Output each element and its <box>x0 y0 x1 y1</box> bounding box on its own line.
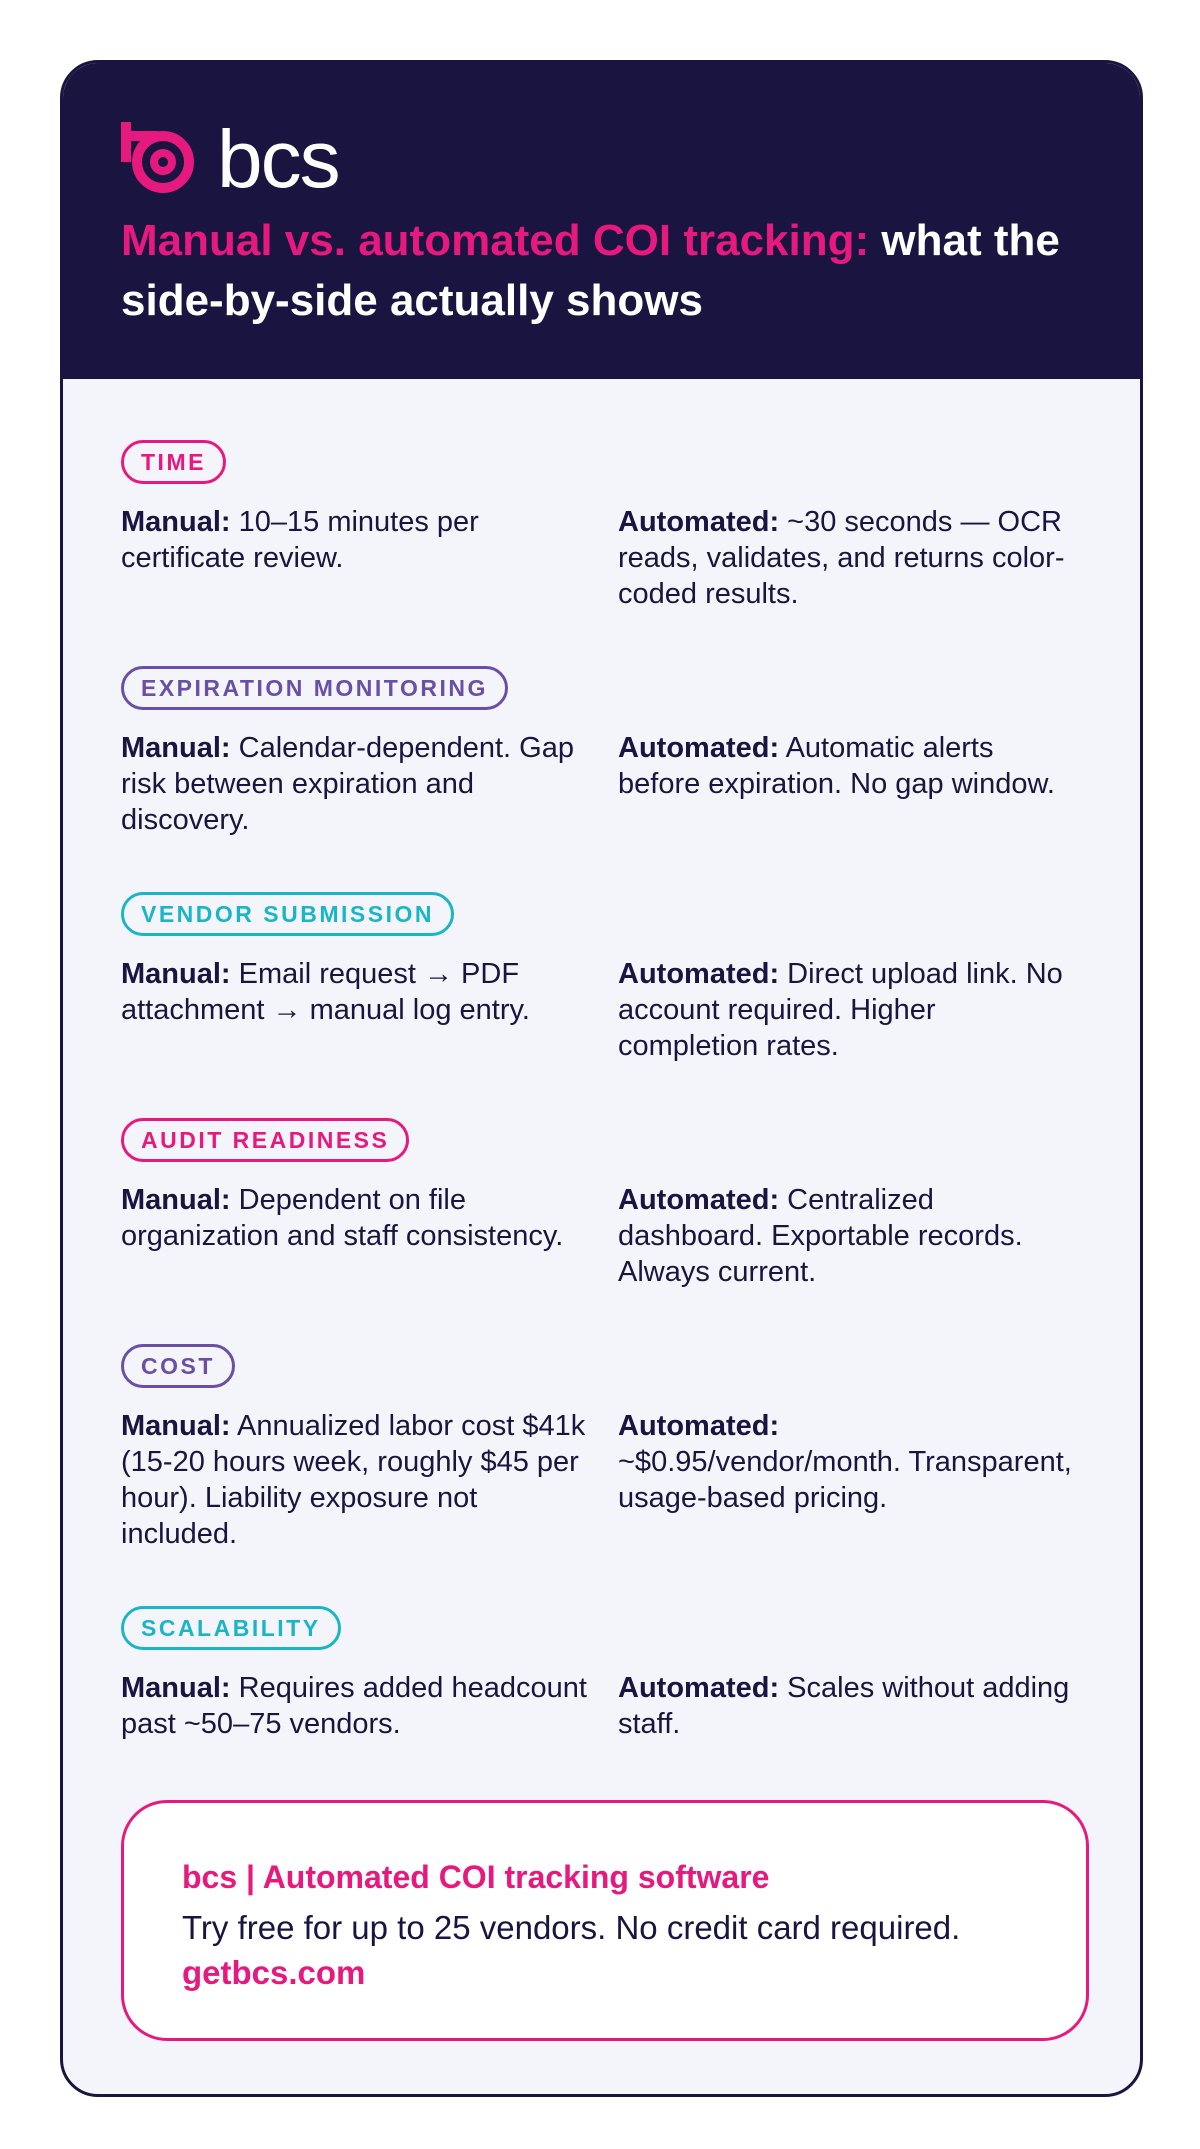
header <box>63 63 1140 379</box>
manual-description <box>121 730 591 838</box>
cta-title: bcs | Automated COI tracking software <box>182 1859 770 1895</box>
automated-description <box>618 956 1081 1064</box>
manual-description <box>121 956 591 1028</box>
automated-text: Centralized dashboard. Exportable records. Always current. <box>618 1184 1023 1288</box>
tag-scalability: SCALABILITY <box>121 1606 341 1650</box>
manual-label: Manual: <box>121 506 231 538</box>
manual-text: Calendar-dependent. Gap risk between expiration and discovery. <box>121 732 574 836</box>
infographic-card <box>60 60 1143 2097</box>
manual-text: Annualized labor cost $41k (15-20 hours week, roughly $45 per hour). Liability exposure not included. <box>121 1410 586 1550</box>
automated-description <box>618 730 1081 802</box>
automated-text: Automatic alerts before expiration. No gap window. <box>618 732 1055 800</box>
automated-description <box>618 504 1081 612</box>
tag-cost: COST <box>121 1344 235 1388</box>
brand-name: bcs <box>217 114 339 205</box>
tag-vendor-submission: VENDOR SUBMISSION <box>121 892 454 936</box>
automated-text: ~$0.95/vendor/month. Transparent, usage-based pricing. <box>618 1446 1072 1514</box>
tag-expiration-monitoring: EXPIRATION MONITORING <box>121 666 508 710</box>
cta-box <box>121 1800 1089 2041</box>
manual-description <box>121 1408 591 1552</box>
section-scalability <box>121 1606 1081 1740</box>
manual-text: Requires added headcount past ~50–75 vendors. <box>121 1672 587 1740</box>
automated-description <box>618 1408 1081 1516</box>
page-title <box>121 211 1081 331</box>
manual-label: Manual: <box>121 1672 231 1704</box>
automated-label: Automated: <box>618 732 780 764</box>
cta-body <box>182 1905 1042 1995</box>
cta-text: Try free for up to 25 vendors. No credit card required. <box>182 1909 961 1946</box>
manual-description <box>121 1670 591 1742</box>
manual-description <box>121 1182 591 1254</box>
tag-audit-readiness: AUDIT READINESS <box>121 1118 409 1162</box>
automated-label: Automated: <box>618 1410 780 1442</box>
manual-label: Manual: <box>121 1184 231 1216</box>
manual-text: Dependent on file organization and staff consistency. <box>121 1184 564 1252</box>
page-title-accent: Manual vs. automated COI tracking: <box>121 216 870 265</box>
manual-text: Email request → PDF attachment → manual log entry. <box>121 958 530 1026</box>
automated-text: Scales without adding staff. <box>618 1672 1070 1740</box>
manual-label: Manual: <box>121 958 231 990</box>
cta-link[interactable]: getbcs.com <box>182 1954 366 1991</box>
tag-time: TIME <box>121 440 226 484</box>
section-cost <box>121 1344 1081 1550</box>
page-title-rest: what the side-by-side actually shows <box>121 216 1060 325</box>
automated-description <box>618 1182 1081 1290</box>
automated-label: Automated: <box>618 506 780 538</box>
automated-description <box>618 1670 1081 1742</box>
manual-label: Manual: <box>121 732 231 764</box>
section-audit-readiness <box>121 1118 1081 1288</box>
section-time <box>121 440 1081 610</box>
automated-label: Automated: <box>618 1184 780 1216</box>
section-expiration-monitoring <box>121 666 1081 836</box>
bcs-b-mark-icon <box>121 122 197 198</box>
section-vendor-submission <box>121 892 1081 1062</box>
manual-label: Manual: <box>121 1410 231 1442</box>
brand-logo <box>121 114 339 205</box>
manual-description <box>121 504 591 576</box>
automated-text: ~30 seconds — OCR reads, validates, and returns color-coded results. <box>618 506 1065 610</box>
automated-label: Automated: <box>618 958 780 990</box>
manual-text: 10–15 minutes per certificate review. <box>121 506 479 574</box>
automated-label: Automated: <box>618 1672 780 1704</box>
automated-text: Direct upload link. No account required. Higher completion rates. <box>618 958 1063 1062</box>
